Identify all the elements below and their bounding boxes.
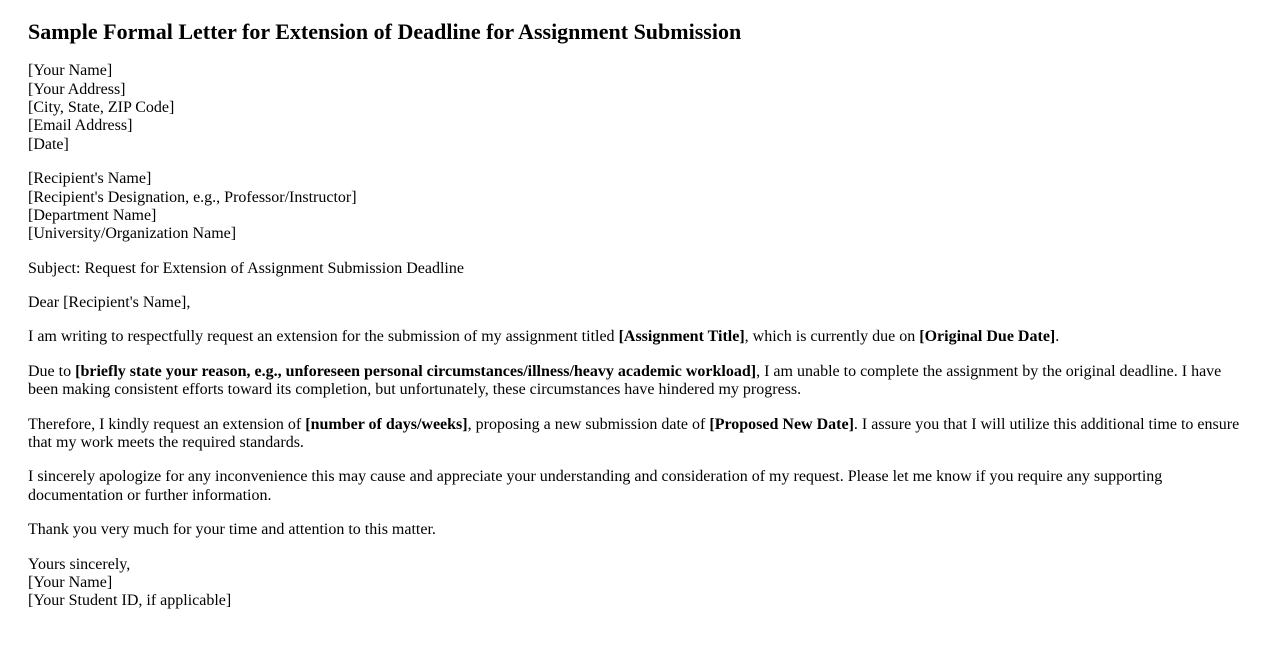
letter-document (28, 20, 1248, 611)
recipient-designation-line: [Recipient's Designation, e.g., Professor/Instructor] (28, 188, 357, 206)
closing-name-line: [Your Name] (28, 574, 113, 591)
recipient-department-line: [Department Name] (28, 206, 157, 224)
duration-placeholder: [number of days/weeks] (305, 415, 468, 433)
letter-date-line: [Date] (28, 135, 69, 153)
request-text-1: I am writing to respectfully request an extension for the submission of my assignment titled (28, 328, 619, 346)
salutation: Dear [Recipient's Name], (28, 294, 191, 312)
assignment-title-placeholder: [Assignment Title] (618, 328, 745, 346)
closing-student-id-line: [Your Student ID, if applicable] (28, 592, 232, 610)
reason-text-1: Due to (28, 362, 76, 380)
reason-placeholder: [briefly state your reason, e.g., unforeseen personal circumstances/illness/heavy academic workload] (75, 362, 757, 380)
sender-city-line: [City, State, ZIP Code] (28, 98, 175, 116)
recipient-block (28, 170, 1248, 244)
sender-name-line: [Your Name] (28, 62, 113, 80)
closing-valediction-line: Yours sincerely, (28, 555, 131, 573)
request-text-3: . (1055, 328, 1060, 346)
original-due-date-placeholder: [Original Due Date] (919, 328, 1056, 346)
letter-title: Sample Formal Letter for Extension of Deadline for Assignment Submission (28, 19, 742, 44)
paragraph-request (28, 328, 1248, 346)
proposed-new-date-placeholder: [Proposed New Date] (709, 415, 854, 433)
extension-text-1: Therefore, I kindly request an extension of (28, 415, 306, 433)
sender-email-line: [Email Address] (28, 117, 133, 135)
closing-block (28, 556, 1248, 611)
paragraph-extension (28, 416, 1248, 453)
subject-line: Subject: Request for Extension of Assignment Submission Deadline (28, 259, 464, 277)
reason-text-2: , I am unable to complete the assignment by the original deadline. I have been making consistent efforts toward its completion, but unfortunately, these circumstances have hindered my progress. (28, 362, 1222, 399)
paragraph-thanks: Thank you very much for your time and attention to this matter. (28, 521, 436, 539)
paragraph-reason (28, 363, 1248, 400)
request-text-2: , which is currently due on (744, 328, 920, 346)
extension-text-3: . I assure you that I will utilize this additional time to ensure that my work meets the required standards. (28, 415, 1240, 452)
sender-address-line: [Your Address] (28, 80, 126, 98)
paragraph-apology: I sincerely apologize for any inconvenience this may cause and appreciate your understanding and consideration of my request. Please let me know if you require any supporting documentation or further information. (28, 468, 1163, 504)
sender-block (28, 62, 1248, 154)
recipient-name-line: [Recipient's Name] (28, 170, 152, 188)
recipient-university-line: [University/Organization Name] (28, 225, 237, 243)
extension-text-2: , proposing a new submission date of (467, 415, 710, 433)
